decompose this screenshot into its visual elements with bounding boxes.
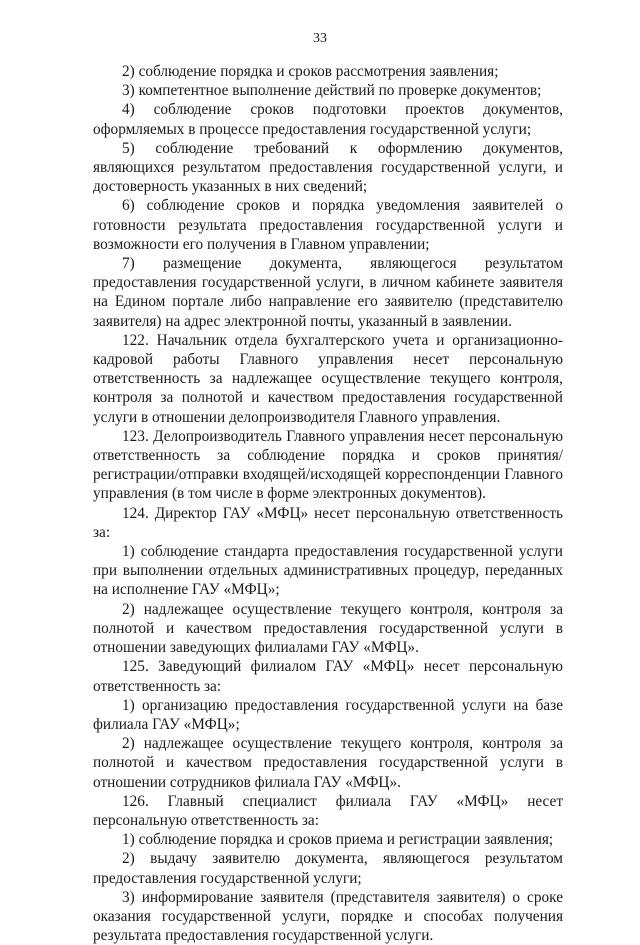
list-item-7-document-placement: 7) размещение документа, являющегося результатом предоставления государственной услуги, в личном кабинете заявителя на Едином портале либо направление его заявителю (представителю заявителя) на адрес электронной почты, указанный в заявлении. [93, 255, 563, 330]
list-item-125-1-organization: 1) организацию предоставления государственной услуги на базе филиала ГАУ «МФЦ»; [93, 696, 563, 733]
document-body [93, 62, 563, 945]
clause-125-branch-head: 125. Заведующий филиалом ГАУ «МФЦ» несет персональную ответственность за: [93, 658, 563, 695]
clause-123-clerk: 123. Делопроизводитель Главного управления несет персональную ответственность за соблюдение порядка и сроков принятия/регистрации/отправки входящей/исходящей корреспонденции Главного управления (в том числе в форме электронных документов). [93, 427, 563, 503]
list-item-126-1-reception: 1) соблюдение порядка и сроков приема и регистрации заявления; [122, 831, 554, 849]
clause-126-chief-specialist: 126. Главный специалист филиала ГАУ «МФЦ» несет персональную ответственность за: [93, 792, 563, 829]
list-item-5-formatting-requirements: 5) соблюдение требований к оформлению документов, являющихся результатом предоставления государственной услуги, и достоверность указанных в них сведений; [93, 139, 563, 196]
page-number: 33 [313, 31, 327, 46]
list-item-124-1-standard: 1) соблюдение стандарта предоставления государственной услуги при выполнении отдельных административных процедур, переданных на исполнение ГАУ «МФЦ»; [93, 543, 563, 599]
list-item-126-2-issuance: 2) выдачу заявителю документа, являющегося результатом предоставления государственной услуги; [93, 850, 563, 887]
clause-122-accounting-head: 122. Начальник отдела бухгалтерского учета и организационно-кадровой работы Главного управления несет персональную ответственность за надлежащее осуществление текущего контроля, контроля за полнотой и качеством предоставления государственной услуги в отношении делопроизводителя Главного управления. [93, 331, 563, 426]
list-item-126-3-informing: 3) информирование заявителя (представителя заявителя) о сроке оказания государственной услуги, порядке и способах получения результата предоставления государственной услуги. [93, 888, 563, 945]
list-item-125-2-control: 2) надлежащее осуществление текущего контроля, контроля за полнотой и качеством предоставления государственной услуги в отношении сотрудников филиала ГАУ «МФЦ». [93, 735, 563, 791]
list-item-2-review-order: 2) соблюдение порядка и сроков рассмотрения заявления; [122, 63, 499, 80]
list-item-6-notification-deadlines: 6) соблюдение сроков и порядка уведомления заявителей о готовности результата предоставления государственной услуги и возможности его получения в Главном управлении; [93, 197, 563, 253]
list-item-124-2-control: 2) надлежащее осуществление текущего контроля, контроля за полнотой и качеством предоставления государственной услуги в отношении заведующих филиалами ГАУ «МФЦ». [93, 600, 563, 657]
list-item-3-document-check: 3) компетентное выполнение действий по проверке документов; [122, 82, 542, 100]
list-item-4-draft-deadlines: 4) соблюдение сроков подготовки проектов документов, оформляемых в процессе предоставления государственной услуги; [93, 101, 563, 138]
clause-124-mfc-director: 124. Директор ГАУ «МФЦ» несет персональную ответственность за: [93, 504, 563, 541]
